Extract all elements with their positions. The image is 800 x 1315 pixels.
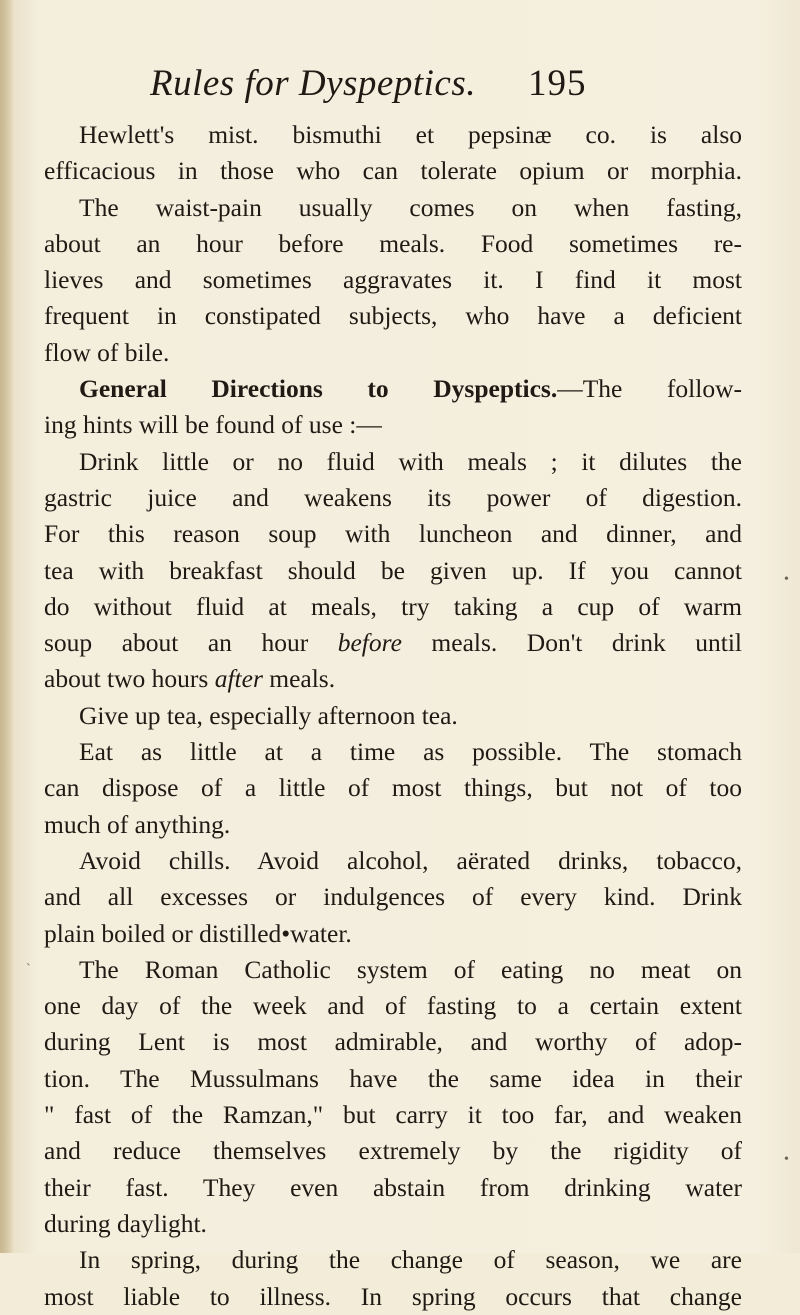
text-line: about an hour before meals. Food sometimes re- <box>44 228 742 258</box>
text-line: The waist-pain usually comes on when fasting, <box>79 192 742 222</box>
text-line: gastric juice and weakens its power of digestion. <box>44 482 742 512</box>
italic-emphasis: after <box>214 664 263 694</box>
page-header <box>150 62 650 112</box>
page-number: 195 <box>528 63 587 104</box>
text-line: frequent in constipated subjects, who have a deficient <box>44 301 742 331</box>
spine-shadow <box>0 0 14 1253</box>
text-line: can dispose of a little of most things, but not of too <box>44 773 742 803</box>
text-line: most liable to illness. In spring occurs that change <box>44 1281 742 1311</box>
text-line-emphasis <box>44 661 742 697</box>
text-line: tion. The Mussulmans have the same idea in their <box>44 1063 742 1093</box>
text-line: tea with breakfast should be given up. If you cannot <box>44 555 742 585</box>
section-heading: General Directions to Dyspeptics. <box>79 374 558 404</box>
text-line: one day of the week and of fasting to a certain extent <box>44 991 742 1021</box>
text-line: and all excesses or indulgences of every kind. Drink <box>44 882 742 912</box>
section-heading-line <box>44 371 742 407</box>
running-title: Rules for Dyspeptics. <box>150 63 476 104</box>
text-line: Drink little or no fluid with meals ; it dilutes the <box>79 446 742 476</box>
text-line: ing hints will be found of use :— <box>44 410 382 440</box>
text-line: In spring, during the change of season, we are <box>79 1245 742 1275</box>
text-line: during daylight. <box>44 1208 207 1238</box>
body-text <box>44 117 742 1315</box>
text-fragment: about two hours <box>44 664 209 694</box>
text-fragment: meals. <box>269 664 336 694</box>
text-fragment: soup about an hour <box>44 628 309 658</box>
text-fragment: meals. Don't drink until <box>431 628 742 658</box>
text-line: much of anything. <box>44 809 231 839</box>
text-line: efficacious in those who can tolerate opium or morphia. <box>44 156 742 186</box>
italic-emphasis: before <box>337 628 402 658</box>
text-line: lieves and sometimes aggravates it. I find it most <box>44 265 742 295</box>
margin-dot-mark: • <box>784 572 789 587</box>
margin-tick-mark: ` <box>26 962 31 977</box>
text-line: For this reason soup with luncheon and dinner, and <box>44 519 742 549</box>
text-line: and reduce themselves extremely by the rigidity of <box>44 1136 742 1166</box>
text-line: Hewlett's mist. bismuthi et pepsinæ co. is also <box>79 120 742 149</box>
text-line: do without fluid at meals, try taking a cup of warm <box>44 591 742 621</box>
text-line: flow of bile. <box>44 337 170 367</box>
text-line: Eat as little at a time as possible. The stomach <box>79 737 742 767</box>
text-line: " fast of the Ramzan," but carry it too far, and weaken <box>44 1100 742 1130</box>
text-line: Give up tea, especially afternoon tea. <box>79 700 458 730</box>
text-fragment: —The follow- <box>557 374 743 404</box>
text-line: their fast. They even abstain from drinking water <box>44 1172 742 1202</box>
text-line: The Roman Catholic system of eating no meat on <box>79 954 742 984</box>
text-line: Avoid chills. Avoid alcohol, aërated drinks, tobacco, <box>79 845 742 875</box>
text-line-emphasis <box>44 625 742 661</box>
text-line: during Lent is most admirable, and worthy of adop- <box>44 1027 742 1057</box>
text-line: plain boiled or distilled•water. <box>44 918 352 948</box>
margin-dot-mark: • <box>784 1152 789 1167</box>
